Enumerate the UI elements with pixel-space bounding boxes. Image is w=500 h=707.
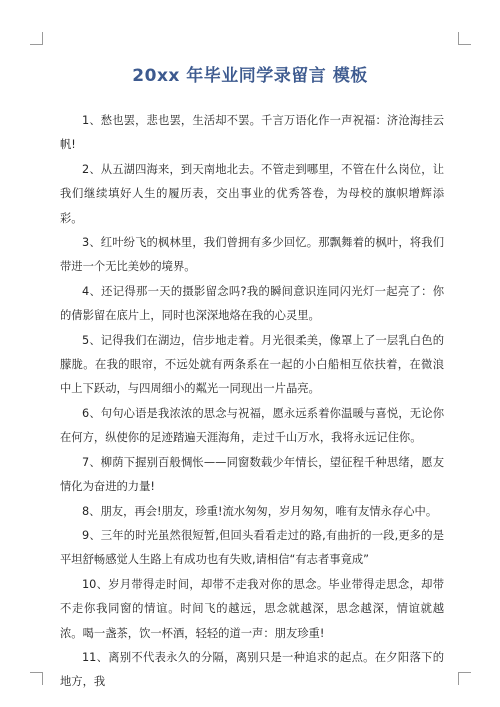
paragraph-7: 7、柳荫下握别百般惆怅——同窗数载少年情长，望征程千种思绪，愿友情化为奋进的力量! bbox=[60, 455, 444, 494]
paragraph-5: 5、记得我们在湖边，信步地走着。月光很柔美，像罩上了一层乳白色的朦胧。在我的眼帘，不远处就有两条系在一起的小白船相互依扶着，在微浪中上下跃动，与四周细小的粼光一同现出一片晶亮。 bbox=[60, 333, 444, 396]
crop-mark-bottom-left bbox=[30, 672, 43, 685]
paragraph-6: 6、句句心语是我浓浓的思念与祝福，愿永远系着你温暖与喜悦，无论你在何方，纵使你的足迹踏遍天涯海角，走过千山万水，我将永远记住你。 bbox=[60, 406, 444, 445]
paragraph-9: 9、三年的时光虽然很短暂,但回头看看走过的路,有曲折的一段,更多的是平坦舒畅感觉人生路上有成功也有失败,请相信“有志者事竟成” bbox=[60, 528, 444, 567]
document-title: 20xx 年毕业同学录留言 模板 bbox=[132, 66, 368, 86]
paragraph-11: 11、离别不代表永久的分隔，离别只是一种追求的起点。在夕阳落下的地方，我 bbox=[60, 650, 444, 689]
crop-mark-top-right bbox=[458, 32, 471, 45]
crop-mark-top-left bbox=[30, 32, 43, 45]
paragraph-10: 10、岁月带得走时间，却带不走我对你的思念。毕业带得走思念，却带不走你我同窗的情谊。时间飞的越远，思念就越深，思念越深，情谊就越浓。喝一盏茶，饮一杯酒，轻轻的道一声：朋友珍重! bbox=[60, 577, 444, 640]
paragraph-3: 3、红叶纷飞的枫林里，我们曾拥有多少回忆。那飘舞着的枫叶，将我们带进一个无比美妙的境界。 bbox=[60, 236, 444, 274]
paragraph-1: 1、愁也罢，悲也罢，生活却不罢。千言万语化作一声祝福：济沧海挂云帆! bbox=[60, 114, 444, 152]
document-body bbox=[60, 109, 444, 695]
paragraph-2: 2、从五湖四海来，到天南地北去。不管走到哪里，不管在什么岗位，让我们继续填好人生的履历表，交出事业的优秀答卷，为母校的旗帜增辉添彩。 bbox=[60, 162, 444, 225]
crop-mark-bottom-right bbox=[458, 672, 471, 685]
paragraph-8: 8、朋友，再会!朋友，珍重!流水匆匆，岁月匆匆，唯有友情永存心中。 bbox=[82, 504, 438, 518]
paragraph-4: 4、还记得那一天的摄影留念吗?我的瞬间意识连同闪光灯一起亮了：你的倩影留在底片上，同时也深深地烙在我的心灵里。 bbox=[60, 284, 444, 323]
